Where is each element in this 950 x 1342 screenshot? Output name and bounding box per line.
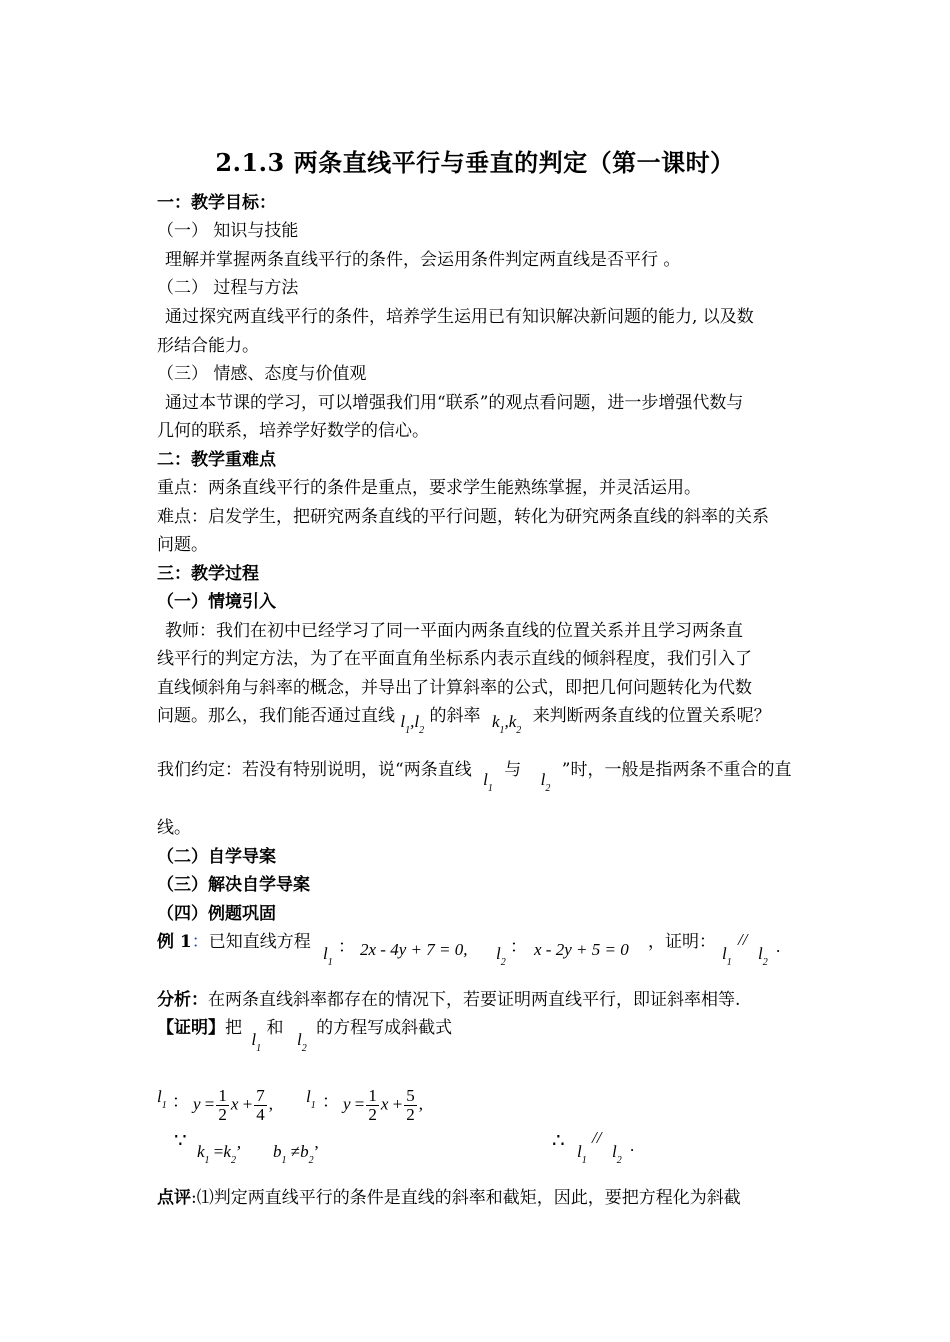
formula-ex-concl-l2: $l_2$ — [758, 944, 768, 968]
formula-l1: $l_1$ — [483, 770, 493, 794]
formula-si-eq-2: y = $\frac{1}{2}$ x + $\frac{5}{2}$ , — [343, 1086, 424, 1124]
subheading-self-study: （二）自学导案 — [157, 847, 276, 867]
because-symbol: ∵ — [174, 1130, 187, 1152]
formula-b-neq: $b_1 \ne b_2$’ — [273, 1142, 320, 1166]
paragraph-values-line1: 通过本节课的学习，可以增强我们用“联系”的观点看问题，进一步增强代数与 — [165, 393, 744, 413]
paragraph-agreement-end: 线。 — [157, 818, 191, 838]
formula-l2: $l_2$ — [540, 770, 551, 794]
paragraph-agreement: 我们约定：若没有特别说明，说“两条直线 $l_1$ 与 $l_2$ ”时，一般是指两条不重合的直 — [157, 760, 792, 794]
subheading-process: （二） 过程与方法 — [157, 278, 299, 298]
example-1-prove: ，证明： — [648, 932, 716, 952]
formula-concl-l1: $l_1$ — [577, 1142, 587, 1166]
paragraph-intro-line2: 线平行的判定方法，为了在平面直角坐标系内表示直线的倾斜程度，我们引入了 — [157, 649, 752, 669]
paragraph-process-line2: 形结合能力。 — [157, 336, 259, 356]
proof-line: 【证明】把 $l_1$ 和 $l_2$ 的方程写成斜截式 — [157, 1018, 453, 1054]
section-heading-process: 三：教学过程 — [157, 564, 259, 584]
formula-si-colon1: ： — [172, 1092, 189, 1111]
intro-text-mid: 的斜率 — [429, 706, 481, 726]
comment-line: 点评:⑴判定两直线平行的条件是直线的斜率和截矩，因此，要把方程化为斜截 — [157, 1188, 741, 1208]
section-heading-objectives: 一：教学目标： — [157, 193, 276, 213]
parallel-symbol-conclusion: // — [592, 1128, 602, 1147]
formula-proof-l1: $l_1$ — [251, 1030, 262, 1054]
paragraph-process-line1: 通过探究两直线平行的条件，培养学生运用已有知识解决新问题的能力, 以及数 — [165, 307, 754, 327]
formula-ex-concl-l1: $l_1$ — [722, 944, 732, 968]
formula-ex-period: . — [776, 937, 781, 956]
formula-ex-eq2: x - 2y + 5 = 0 — [534, 940, 629, 959]
subheading-intro: （一）情境引入 — [157, 592, 276, 612]
paragraph-intro-line3: 直线倾斜角与斜率的概念，并导出了计算斜率的公式，即把几何问题转化为代数 — [157, 678, 752, 698]
section-heading-key-points: 二：教学重难点 — [157, 450, 276, 470]
formula-si-eq-1: y = $\frac{1}{2}$ x + $\frac{7}{4}$ , — [193, 1086, 274, 1124]
subheading-values: （三） 情感、态度与价值观 — [157, 364, 367, 384]
example-1-line: 例 1：已知直线方程 — [157, 932, 311, 952]
formula-proof-l2: $l_2$ — [296, 1030, 307, 1054]
formula-k1-k2: $k_1,k_2$ — [491, 712, 522, 736]
intro-text-pre: 问题。那么，我们能否通过直线 — [157, 706, 395, 726]
example-1-label: 例 1 — [157, 932, 192, 952]
therefore-symbol: ∴ — [552, 1130, 565, 1152]
paragraph-intro-line1: 教师：我们在初中已经学习了同一平面内两条直线的位置关系并且学习两条直 — [165, 621, 743, 641]
paragraph-knowledge: 理解并掌握两条直线平行的条件，会运用条件判定两直线是否平行 。 — [165, 250, 681, 270]
paragraph-difficulty-line2: 问题。 — [157, 535, 208, 555]
subheading-examples: （四）例题巩固 — [157, 904, 276, 924]
formula-ex-eq1: 2x - 4y + 7 = 0, — [360, 940, 468, 959]
paragraph-intro-line4 — [157, 706, 771, 736]
formula-ex-l2: $l_2$ — [496, 944, 506, 968]
subheading-knowledge: （一） 知识与技能 — [157, 221, 299, 241]
paragraph-key-point: 重点：两条直线平行的条件是重点，要求学生能熟练掌握，并灵活运用。 — [157, 478, 701, 498]
formula-si-colon2: ： — [322, 1092, 339, 1111]
paragraph-values-line2: 几何的联系，培养学好数学的信心。 — [157, 421, 429, 441]
paragraph-difficulty-line1: 难点：启发学生，把研究两条直线的平行问题，转化为研究两条直线的斜率的关系 — [157, 507, 769, 527]
formula-k-equal: $k_1 =k_2$’ — [197, 1142, 242, 1166]
formula-si-l1: $l_1$ — [157, 1087, 167, 1111]
intro-text-post: 来判断两条直线的位置关系呢？ — [532, 706, 771, 726]
analysis-line: 分析：在两条直线斜率都存在的情况下，若要证明两直线平行，即证斜率相等. — [157, 990, 741, 1010]
page-title: 2.1.3 两条直线平行与垂直的判定（第一课时） — [215, 148, 735, 177]
formula-ex-colon1: ： — [338, 937, 355, 956]
example-1-text: 已知直线方程 — [208, 932, 311, 952]
formula-ex-l1: $l_1$ — [323, 944, 333, 968]
formula-concl-l2: $l_2$ — [612, 1142, 622, 1166]
formula-concl-period: . — [630, 1136, 635, 1155]
subheading-solve-self-study: （三）解决自学导案 — [157, 875, 310, 895]
formula-si-l1b: $l_1$ — [306, 1087, 316, 1111]
formula-l1-l2: $l_1,l_2$ — [400, 712, 425, 736]
parallel-symbol: // — [738, 930, 748, 949]
formula-ex-colon2: ： — [510, 937, 527, 956]
